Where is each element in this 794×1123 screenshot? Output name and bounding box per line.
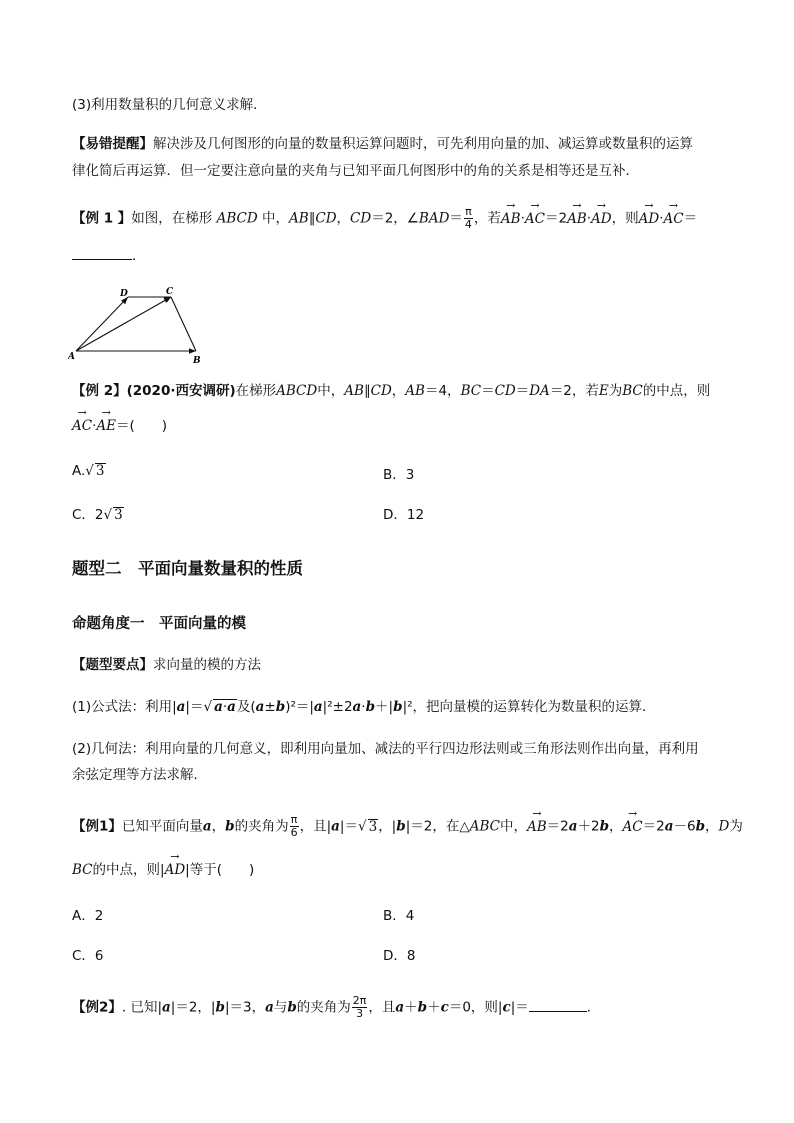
ex3-text: ，: [609, 818, 623, 835]
ex3-text: 的中点，则|: [92, 862, 165, 878]
m1-var: a: [214, 699, 223, 715]
trapezoid-figure: [68, 284, 208, 364]
text-line-3: (3)利用数量积的几何意义求解．: [72, 97, 267, 113]
key-points-tag: 【题型要点】: [72, 657, 153, 673]
example-4-line: [72, 995, 722, 1020]
ex4-text: |＝2，|: [170, 999, 216, 1016]
ex4-var: c: [440, 999, 449, 1016]
method-2-line-2: 余弦定理等方法求解．: [72, 767, 207, 783]
option-b: B．3: [383, 467, 415, 483]
ex2-var: AB: [344, 383, 364, 399]
ex2-var: ABCD: [276, 383, 318, 399]
ex2-var: AB: [405, 383, 425, 399]
ex3-var: b: [599, 818, 610, 835]
ex1-var: AB: [288, 210, 309, 227]
ex4-var: b: [417, 999, 428, 1016]
m1-var: b: [275, 699, 286, 715]
ex2-symbol: ∥: [363, 383, 371, 399]
ex4-text: 与: [273, 999, 288, 1016]
ex2-text: ，: [391, 383, 406, 399]
example-2-source: (2020·西安调研): [126, 383, 236, 399]
label-d: D: [120, 289, 128, 299]
m1-text: |＝: [185, 699, 204, 715]
ex1-text: ＝: [683, 210, 698, 227]
segment-ac: [76, 297, 171, 351]
method-1-line: (1)公式法：利用|a|＝√ a·a及(a±b)²＝|a|²±2a·b＋|b|²，把向量模的运算转化为数量积的运算．: [72, 699, 656, 715]
ex3-text: ，且|: [299, 818, 332, 835]
m1-text: |²，把向量模的运算转化为数量积的运算．: [402, 699, 656, 715]
vector-ab: → AB: [501, 207, 521, 229]
ex1-text: ，若: [473, 210, 501, 227]
ex3-text: ＝2: [642, 818, 665, 835]
m1-var: a: [176, 699, 186, 715]
ex3-var: b: [225, 818, 235, 835]
ex2-text: 的中点，则: [642, 383, 711, 399]
vector-ae: → AE: [96, 414, 116, 436]
ex1-var: CD: [315, 210, 337, 227]
ex3-var: b: [396, 818, 406, 835]
ex3-var: a: [331, 818, 340, 835]
m1-var: b: [365, 699, 376, 715]
vector-ad: → AD: [639, 207, 660, 229]
ex4-text: |＝: [510, 999, 529, 1016]
option-c: C．2√ 3: [72, 507, 123, 523]
key-points-text: 求向量的模的方法: [153, 657, 261, 673]
example-4-tag: 【例2】: [72, 999, 122, 1016]
section-title: 题型二 平面向量数量积的性质: [72, 559, 303, 578]
subsection-title: 命题角度一 平面向量的模: [72, 616, 246, 632]
vector-ac: → AC: [623, 815, 643, 837]
ex3-var: a: [202, 818, 212, 835]
ex3-text: ，|: [378, 818, 397, 835]
ex2-text: 为: [608, 383, 623, 399]
tip-text-1: 解决涉及几何图形的向量的数量积运算问题时，可先利用向量的加、减运算或数量积的运算: [153, 136, 693, 152]
ex2-text: 在梯形: [235, 383, 277, 399]
ex1-var: BAD: [418, 210, 450, 227]
ex3-var: a: [568, 818, 578, 835]
example-3-tag: 【例1】: [72, 818, 122, 835]
ex2-var: BC: [622, 383, 643, 399]
tip-tag: 【易错提醒】: [72, 136, 153, 152]
frac-den: 3: [356, 1007, 364, 1020]
m1-var: a: [352, 699, 362, 715]
dot-symbol: ·: [520, 210, 525, 227]
sqrt-radicand: 3: [95, 463, 105, 479]
vector-ad: → AD: [165, 858, 186, 880]
option-d: D．8: [383, 948, 416, 964]
ex2-text: ＝: [481, 383, 495, 399]
option-label: A.: [72, 463, 86, 479]
example-1-line-2: [72, 246, 722, 266]
ex4-text: ＋: [404, 999, 418, 1016]
fraction-pi-over-4: [464, 206, 473, 231]
dot-symbol: ·: [659, 210, 664, 227]
ex1-text: ＝2: [544, 210, 568, 227]
ex1-text: ＝2，∠: [371, 210, 419, 227]
tip-line-2: 律化简后再运算．但一定要注意向量的夹角与已知平面几何图形中的角的关系是相等还是互补．: [72, 163, 639, 179]
tip-line-1: [72, 134, 722, 154]
fraction-pi-over-6: [290, 814, 299, 839]
answer-blank: [72, 247, 132, 260]
m1-text: |²±2: [322, 699, 353, 715]
ex4-end: .: [586, 999, 592, 1016]
m1-text: (1)公式法：利用|: [72, 699, 177, 715]
frac-num: 2π: [352, 994, 367, 1007]
frac-num: π: [465, 205, 472, 218]
ex2-text: ＝2，若: [549, 383, 599, 399]
ex3-text: ＋2: [577, 818, 600, 835]
ex1-var: CD: [350, 210, 372, 227]
dot-symbol: ·: [222, 699, 228, 715]
dot-symbol: ·: [92, 418, 97, 434]
option-d: D．12: [383, 507, 425, 523]
ex3-text: ，: [211, 818, 226, 835]
vector-ad: → AD: [591, 207, 612, 229]
vector-ac: → AC: [525, 207, 545, 229]
vector-ac: → AC: [663, 207, 683, 229]
frac-den: 4: [464, 218, 472, 231]
ex4-var: c: [502, 999, 511, 1016]
ex3-text: 的夹角为: [234, 818, 289, 835]
example-3-line-1: 【例1】已知平面向量a，b的夹角为 $\frac{\pi}{6}$ ，且|a|＝√ 3，|b|＝2，在△ABC中，→ AB＝2a＋2b，→ AC＝2a－6b，D为: [72, 814, 722, 839]
ex4-var: a: [162, 999, 171, 1016]
ex2-text: 中，: [317, 383, 345, 399]
ex1-end: ．: [132, 248, 146, 264]
ex2-var: E: [598, 383, 609, 399]
dot-symbol: ·: [586, 210, 592, 227]
vector-ac: → AC: [72, 414, 92, 436]
option-b: B．4: [383, 908, 415, 924]
ex3-text: ＝2: [546, 818, 569, 835]
answer-blank: [529, 999, 587, 1012]
m1-text: ＋|: [375, 699, 394, 715]
ex3-text: 已知平面向量: [121, 818, 203, 835]
ex4-text: ＝0，则|: [448, 999, 503, 1016]
dot-symbol: ·: [361, 699, 366, 715]
ex3-var: b: [695, 818, 706, 835]
ex2-var: CD: [370, 383, 392, 399]
ex1-text: ＝: [449, 210, 463, 227]
m1-var: a: [227, 699, 236, 715]
ex4-text: ＋: [427, 999, 441, 1016]
ex1-text: 如图，在梯形: [131, 210, 213, 227]
example-2-tag: 【例 2】: [72, 383, 127, 399]
ex3-var: D: [718, 818, 730, 835]
ex1-text: ，则: [611, 210, 639, 227]
ex2-var: DA: [529, 383, 550, 399]
vector-ab: → AB: [567, 207, 587, 229]
ex4-text: 的夹角为: [296, 999, 351, 1016]
ex4-text: ，且: [368, 999, 396, 1016]
sqrt-radicand: 3: [114, 507, 123, 523]
option-a: A.√ 3: [72, 463, 105, 479]
ex2-text: ＝: [515, 383, 530, 399]
ex4-var: a: [265, 999, 274, 1016]
ex1-text: ，: [336, 210, 351, 227]
ex1-symbol: ∥: [308, 210, 316, 227]
example-1-line-1: [72, 206, 722, 231]
label-b: B: [193, 356, 201, 364]
example-3-line-2: [72, 858, 722, 880]
ex1-text: 中，: [261, 210, 289, 227]
label-c: C: [166, 287, 174, 297]
m1-var: a: [255, 699, 265, 715]
example-2-line-2: [72, 414, 722, 436]
method-2-line-1: (2)几何法：利用向量的几何意义，即利用向量加、减法的平行四边形法则或三角形法则作出向量，再利用: [72, 741, 699, 757]
ex1-var: ABCD: [216, 210, 258, 227]
m1-var: a: [313, 699, 323, 715]
fraction-2pi-over-3: [352, 995, 368, 1020]
ex3-text: 为: [729, 818, 743, 835]
ex4-text: . 已知|: [121, 999, 163, 1016]
label-a: A: [68, 352, 75, 362]
sqrt-a-dot-a: [213, 699, 237, 714]
ex2-text: ＝4，: [424, 383, 461, 399]
ex2-text: ＝( ): [116, 418, 168, 434]
ex3-text: ，: [705, 818, 719, 835]
option-label: C．2: [72, 507, 104, 523]
ex2-var: BC: [460, 383, 482, 399]
ex4-var: a: [395, 999, 405, 1016]
m1-text: )²＝|: [285, 699, 314, 715]
ex3-var: ABC: [469, 818, 500, 835]
example-1-tag: 【例 1 】: [72, 210, 132, 227]
ex3-text: |等于( ): [185, 862, 255, 878]
m1-var: b: [393, 699, 403, 715]
ex4-var: b: [287, 999, 297, 1016]
m1-symbol: ±: [264, 699, 276, 715]
ex3-var: a: [664, 818, 674, 835]
ex3-var: BC: [72, 862, 93, 878]
ex3-text: |＝: [339, 818, 358, 835]
ex4-text: |＝3，: [224, 999, 266, 1016]
ex2-var: CD: [494, 383, 516, 399]
m1-text: 及(: [236, 699, 256, 715]
segment-da: [76, 297, 128, 351]
ex3-text: 中，: [499, 818, 527, 835]
frac-num: π: [290, 813, 298, 826]
sqrt-radicand: 3: [368, 818, 378, 835]
example-2-line-1: [72, 381, 722, 401]
vector-ab: → AB: [527, 815, 547, 837]
ex3-text: |＝2，在△: [405, 818, 470, 835]
option-a: A．2: [72, 908, 104, 924]
ex3-text: －6: [673, 818, 696, 835]
option-c: C．6: [72, 948, 104, 964]
frac-den: 6: [290, 826, 298, 839]
segment-bc: [171, 297, 196, 351]
ex4-var: b: [215, 999, 225, 1016]
key-points-line: [72, 655, 722, 675]
